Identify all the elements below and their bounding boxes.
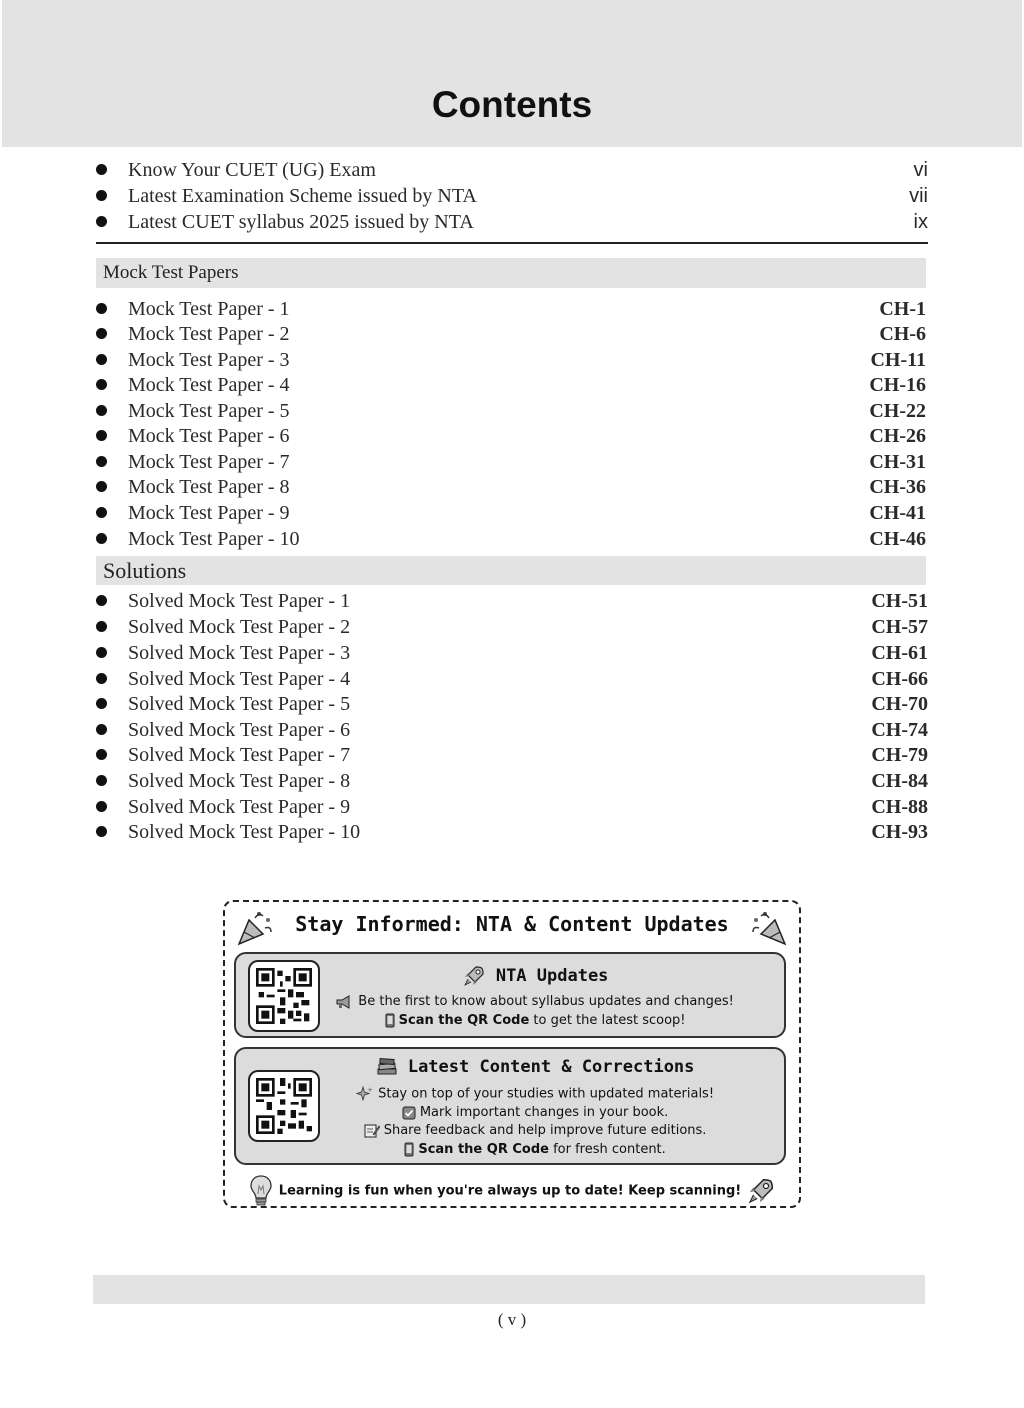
toc-row[interactable] xyxy=(96,691,928,717)
toc-label: Know Your CUET (UG) Exam xyxy=(128,159,376,181)
bullet-icon xyxy=(96,190,107,201)
toc-row[interactable] xyxy=(96,588,928,614)
bullet-icon xyxy=(96,801,107,812)
bullet-icon xyxy=(96,621,107,632)
toc-page-number: CH-74 xyxy=(871,719,928,741)
toc-label: Mock Test Paper - 1 xyxy=(128,298,290,320)
party-popper-icon xyxy=(749,908,789,948)
toc-page-number: CH-93 xyxy=(871,821,928,843)
toc-row[interactable] xyxy=(96,500,928,526)
bullet-icon xyxy=(96,328,107,339)
toc-row[interactable] xyxy=(96,347,928,373)
toc-row[interactable] xyxy=(96,321,928,347)
toc-label: Solved Mock Test Paper - 7 xyxy=(128,744,351,766)
updates-box-footer-note xyxy=(225,1174,799,1208)
section-title: Mock Test Papers xyxy=(103,262,239,283)
books-icon xyxy=(376,1057,398,1077)
updates-box-title: Stay Informed: NTA & Content Updates xyxy=(295,912,729,936)
rocket-icon xyxy=(746,1176,776,1206)
toc-page-number: CH-41 xyxy=(869,502,926,524)
toc-row[interactable] xyxy=(96,474,928,500)
toc-label: Mock Test Paper - 2 xyxy=(128,323,290,345)
toc-label: Solved Mock Test Paper - 8 xyxy=(128,770,351,792)
toc-label: Mock Test Paper - 9 xyxy=(128,502,290,524)
bullet-icon xyxy=(96,673,107,684)
toc-page-number: vii xyxy=(909,185,928,207)
section-divider xyxy=(96,242,928,244)
toc-page-number: CH-57 xyxy=(871,616,928,638)
toc-page-number: ix xyxy=(913,211,928,233)
toc-label: Mock Test Paper - 4 xyxy=(128,374,290,396)
toc-row[interactable] xyxy=(96,449,928,475)
bullet-icon xyxy=(96,456,107,467)
toc-page-number: CH-70 xyxy=(871,693,928,715)
toc-page-number: CH-66 xyxy=(871,668,928,690)
section-title: Solutions xyxy=(103,558,187,583)
toc-label: Solved Mock Test Paper - 9 xyxy=(128,796,351,818)
toc-page-number: CH-88 xyxy=(871,796,928,818)
bullet-icon xyxy=(96,533,107,544)
footer-note-text: Learning is fun when you're always up to date! Keep scanning! xyxy=(278,1183,742,1199)
toc-page-number: CH-79 xyxy=(871,744,928,766)
bullet-icon xyxy=(96,164,107,175)
toc-label: Latest Examination Scheme issued by NTA xyxy=(128,185,477,207)
toc-page-number: CH-31 xyxy=(869,451,926,473)
bullet-icon xyxy=(96,749,107,760)
nta-card-line-text: Be the first to know about syllabus updates and changes! xyxy=(358,994,734,1009)
lightbulb-icon xyxy=(248,1174,274,1208)
nta-card-heading xyxy=(236,964,784,988)
content-card-line-text: Share feedback and help improve future editions. xyxy=(383,1123,707,1138)
bullet-icon xyxy=(96,481,107,492)
toc-row[interactable] xyxy=(96,819,928,845)
content-card-line-text: Mark important changes in your book. xyxy=(419,1105,669,1120)
toc-label: Solved Mock Test Paper - 6 xyxy=(128,719,351,741)
bullet-icon xyxy=(96,303,107,314)
nta-card-line-text: to get the latest scoop! xyxy=(529,1013,686,1028)
toc-row[interactable] xyxy=(96,296,928,322)
nta-updates-card xyxy=(234,952,786,1038)
toc-label: Mock Test Paper - 6 xyxy=(128,425,290,447)
content-card-line xyxy=(236,1123,784,1138)
toc-page-number: CH-22 xyxy=(869,400,926,422)
toc-row[interactable] xyxy=(96,209,928,235)
toc-label: Latest CUET syllabus 2025 issued by NTA xyxy=(128,211,474,233)
section-header-solutions xyxy=(96,556,926,585)
bullet-icon xyxy=(96,430,107,441)
toc-page-number: CH-6 xyxy=(879,323,926,345)
toc-page-number: CH-46 xyxy=(869,528,926,550)
bullet-icon xyxy=(96,595,107,606)
toc-page-number: CH-36 xyxy=(869,476,926,498)
toc-page-number: CH-11 xyxy=(870,349,926,371)
toc-row[interactable] xyxy=(96,794,928,820)
bullet-icon xyxy=(96,216,107,227)
bullet-icon xyxy=(96,775,107,786)
toc-row[interactable] xyxy=(96,768,928,794)
toc-label: Mock Test Paper - 3 xyxy=(128,349,290,371)
bullet-icon xyxy=(96,647,107,658)
toc-row[interactable] xyxy=(96,640,928,666)
toc-page-number: CH-84 xyxy=(871,770,928,792)
toc-row[interactable] xyxy=(96,423,928,449)
updates-box xyxy=(223,900,801,1208)
content-card-scan-text: Scan the QR Code xyxy=(418,1142,549,1157)
toc-label: Solved Mock Test Paper - 1 xyxy=(128,590,351,612)
nta-card-line xyxy=(236,994,784,1009)
toc-label: Mock Test Paper - 5 xyxy=(128,400,290,422)
toc-label: Solved Mock Test Paper - 5 xyxy=(128,693,351,715)
toc-page-number: CH-16 xyxy=(869,374,926,396)
bullet-icon xyxy=(96,507,107,518)
content-card-line-text: for fresh content. xyxy=(548,1142,666,1157)
page-title: Contents xyxy=(431,84,593,125)
footer-band xyxy=(93,1275,925,1304)
bullet-icon xyxy=(96,698,107,709)
toc-label: Mock Test Paper - 7 xyxy=(128,451,290,473)
content-card-heading-text: Latest Content & Corrections xyxy=(407,1057,695,1077)
toc-label: Solved Mock Test Paper - 10 xyxy=(128,821,361,843)
page-number: ( v ) xyxy=(497,1310,527,1329)
toc-label: Solved Mock Test Paper - 2 xyxy=(128,616,351,638)
toc-label: Solved Mock Test Paper - 3 xyxy=(128,642,351,664)
nta-card-scan-text: Scan the QR Code xyxy=(398,1013,530,1028)
checkbox-icon xyxy=(402,1106,416,1120)
toc-row[interactable] xyxy=(96,183,928,209)
content-card-line xyxy=(236,1086,784,1102)
content-card-line xyxy=(236,1105,784,1120)
bullet-icon xyxy=(96,724,107,735)
content-card-heading xyxy=(236,1057,784,1077)
toc-label: Solved Mock Test Paper - 4 xyxy=(128,668,351,690)
toc-page-number: CH-1 xyxy=(879,298,926,320)
toc-page-number: CH-51 xyxy=(871,590,928,612)
toc-row[interactable] xyxy=(96,614,928,640)
toc-row[interactable] xyxy=(96,398,928,424)
bullet-icon xyxy=(96,379,107,390)
phone-icon xyxy=(385,1013,395,1028)
nta-card-line xyxy=(236,1013,784,1028)
toc-label: Mock Test Paper - 10 xyxy=(128,528,300,550)
bullet-icon xyxy=(96,826,107,837)
toc-row[interactable] xyxy=(96,666,928,692)
toc-page-number: CH-26 xyxy=(869,425,926,447)
toc-row[interactable] xyxy=(96,717,928,743)
toc-page-number: CH-61 xyxy=(871,642,928,664)
content-card-line xyxy=(236,1142,784,1157)
toc-row[interactable] xyxy=(96,157,928,183)
sparkles-icon xyxy=(356,1086,374,1102)
section-header-mock xyxy=(96,258,926,288)
nta-card-heading-text: NTA Updates xyxy=(495,966,609,986)
toc-row[interactable] xyxy=(96,742,928,768)
bullet-icon xyxy=(96,405,107,416)
content-card-line-text: Stay on top of your studies with updated materials! xyxy=(378,1086,715,1102)
memo-icon xyxy=(364,1123,380,1138)
megaphone-icon xyxy=(336,995,354,1009)
rocket-icon xyxy=(462,964,486,988)
toc-page-number: vi xyxy=(913,159,928,181)
toc-row[interactable] xyxy=(96,526,928,552)
content-updates-card xyxy=(234,1047,786,1165)
toc-row[interactable] xyxy=(96,372,928,398)
toc-label: Mock Test Paper - 8 xyxy=(128,476,290,498)
phone-icon xyxy=(404,1142,414,1157)
bullet-icon xyxy=(96,354,107,365)
